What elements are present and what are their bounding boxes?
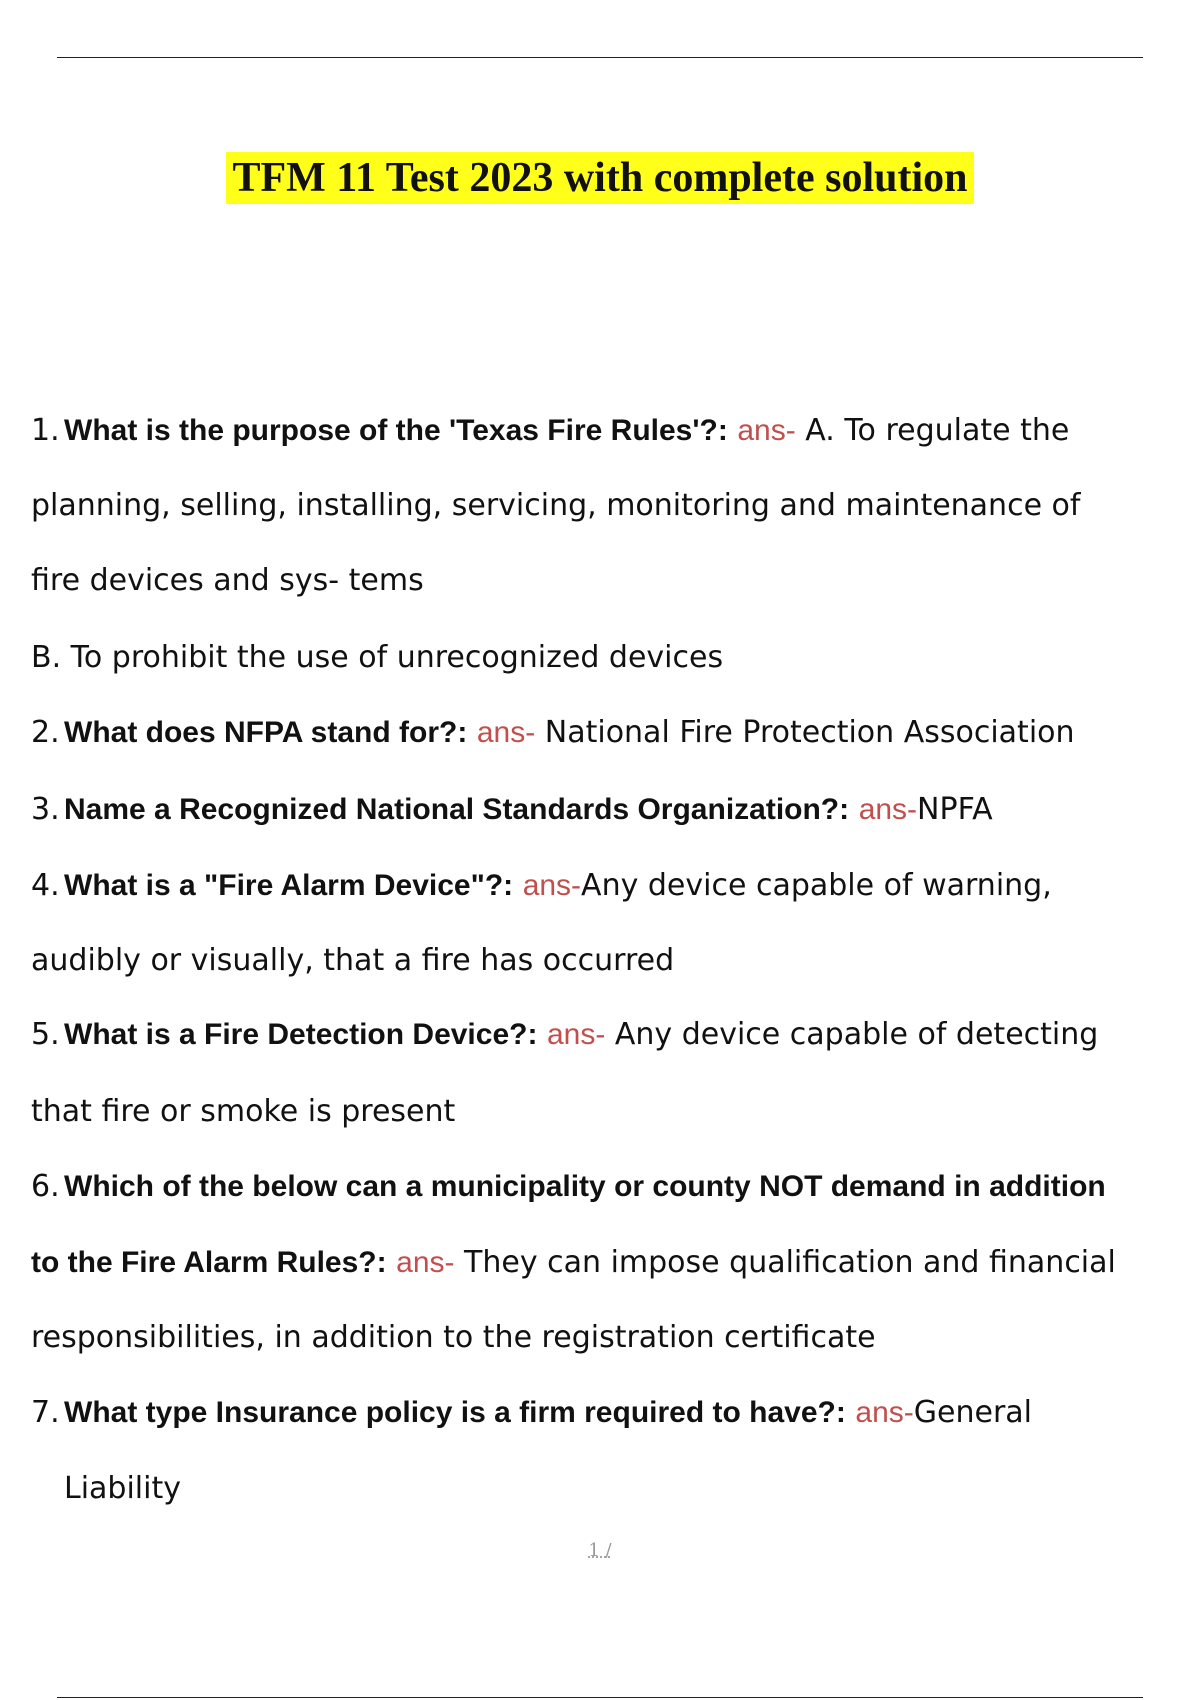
question-5-line [31,1015,1098,1055]
answer-continuation [31,1092,455,1132]
answer-continuation [64,1469,181,1509]
question-number: 5. [31,1017,60,1052]
question-number: 3. [31,792,60,827]
question-number: 7. [31,1395,60,1430]
answer-continuation [31,638,723,678]
question-text: What is a Fire Detection Device?: [64,1018,538,1051]
question-number: 1. [31,413,60,448]
answer-label: ans- [396,1246,455,1279]
answer-text: They can impose qualification and financial [454,1245,1116,1280]
answer-label: ans- [737,414,796,447]
answer-text: National Fire Protection Association [535,715,1075,750]
question-6-line [31,1167,1106,1207]
question-text: to the Fire Alarm Rules?: [31,1246,387,1279]
answer-continuation [31,486,1080,526]
question-6-continuation [31,1243,1116,1283]
document-title: TFM 11 Test 2023 with complete solution [226,152,973,204]
answer-continuation [31,561,424,601]
answer-text: planning, selling, installing, servicing, monitoring and maintenance of [31,488,1081,523]
question-text: Name a Recognized National Standards Organization?: [64,793,850,826]
answer-text: A. To regulate the [805,413,1070,448]
question-7-line [31,1393,1032,1433]
answer-text: Liability [64,1471,181,1506]
question-text: What is the purpose of the 'Texas Fire Rules'?: [64,414,728,447]
top-rule [57,57,1143,58]
answer-text: audibly or visually, that a fire has occurred [31,943,675,978]
question-text: What does NFPA stand for?: [64,716,468,749]
answer-label: ans- [855,1396,914,1429]
answer-text: NPFA [917,792,993,827]
question-number: 2. [31,715,60,750]
answer-text: fire devices and sys- tems [31,563,424,598]
answer-text: Any device capable of warning, [581,868,1052,903]
answer-text: responsibilities, in addition to the registration certificate [31,1320,876,1355]
answer-label: ans- [476,716,536,749]
question-text: Which of the below can a municipality or county NOT demand in addition [64,1170,1106,1203]
answer-label: ans- [522,869,582,902]
question-2-line [31,713,1075,753]
answer-continuation [31,941,674,981]
answer-continuation [31,1318,876,1358]
answer-text: Any device capable of detecting [605,1017,1099,1052]
question-3-line [31,790,993,830]
page-number: 1 / [588,1540,612,1561]
question-number: 4. [31,868,60,903]
answer-text: General [913,1395,1032,1430]
question-text: What type Insurance policy is a firm required to have?: [64,1396,846,1429]
question-4-line [31,866,1052,906]
title-container [0,152,1200,204]
question-number: 6. [31,1169,60,1204]
answer-label: ans- [858,793,918,826]
question-text: What is a "Fire Alarm Device"?: [64,869,514,902]
question-1-line [31,411,1069,451]
answer-label: ans- [547,1018,606,1051]
bottom-rule [57,1697,1143,1698]
answer-text: B. To prohibit the use of unrecognized devices [31,640,724,675]
answer-text: that fire or smoke is present [31,1094,456,1129]
